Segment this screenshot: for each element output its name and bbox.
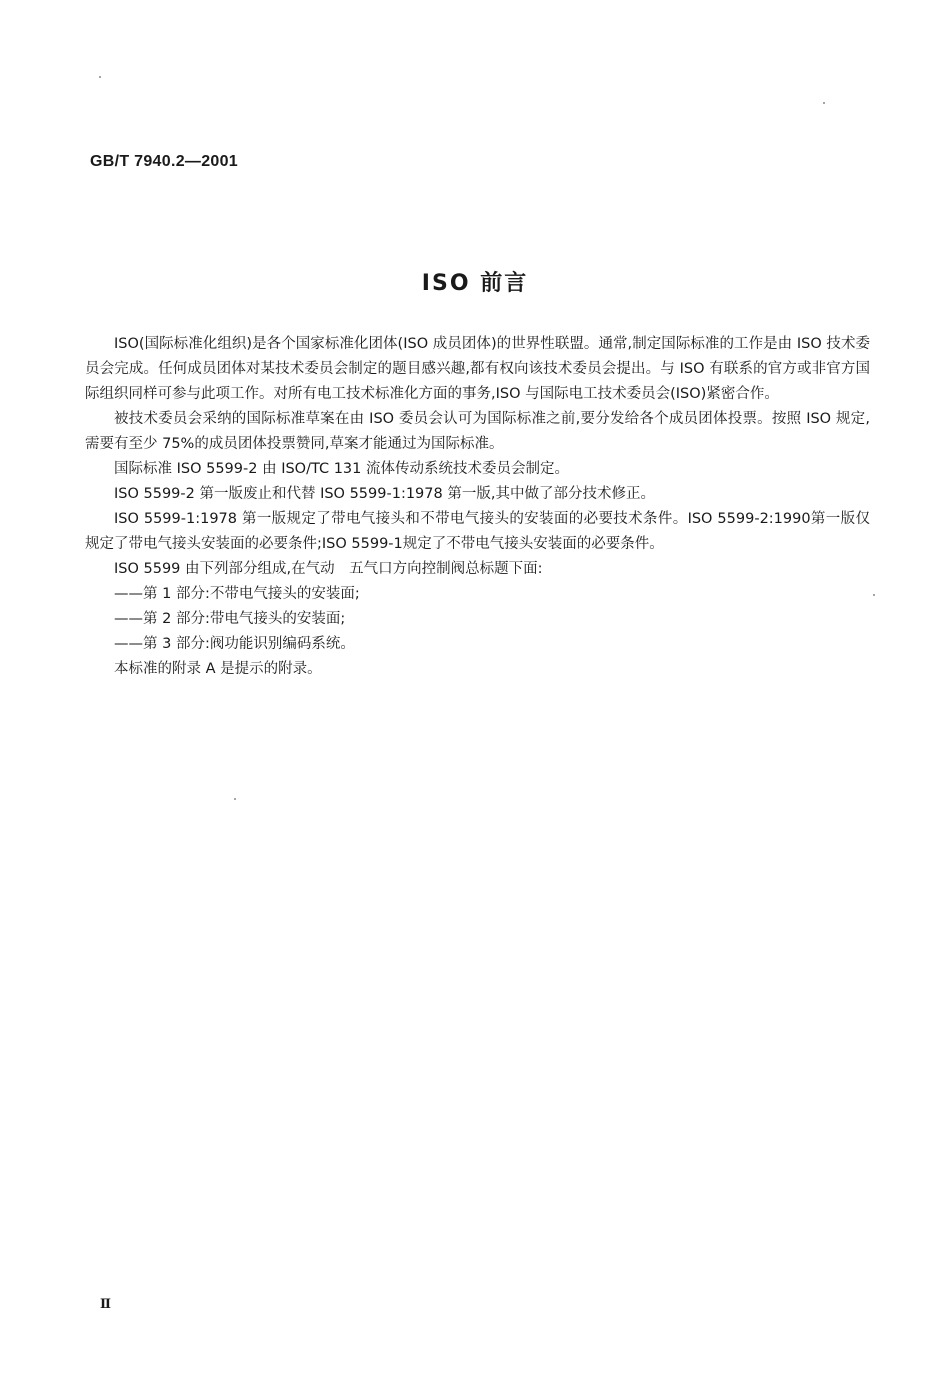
page-title: ISO 前言 [421, 271, 529, 296]
scan-speck [99, 76, 101, 78]
list-item: ——第 3 部分:阀功能识别编码系统。 [114, 636, 355, 652]
scan-speck [234, 798, 236, 800]
paragraph-committee: 国际标准 ISO 5599-2 由 ISO/TC 131 流体传动系统技术委员会制定。 [114, 461, 569, 477]
list-item: ——第 1 部分:不带电气接头的安装面; [114, 586, 360, 602]
paragraph-iso-intro: ISO(国际标准化组织)是各个国家标准化团体(ISO 成员团体)的世界性联盟。通常,制定国际标准的工作是由 ISO 技术委员会完成。任何成员团体对某技术委员会制定的题目感兴趣,都有权向该技术委员会提出。与 ISO 有联系的官方或非官方国际组织同样可参与此项工作。对所有电工技术标准化方面的事务,ISO 与国际电工技术委员会(ISO)紧密合作。 [85, 336, 870, 402]
paragraph-annex-note: 本标准的附录 A 是提示的附录。 [114, 661, 322, 677]
scan-speck [823, 102, 825, 104]
paragraph-requirements: ISO 5599-1:1978 第一版规定了带电气接头和不带电气接头的安装面的必要技术条件。ISO 5599-2:1990第一版仅规定了带电气接头安装面的必要条件;ISO 5599-1规定了不带电气接头安装面的必要条件。 [85, 511, 870, 552]
preface-body [85, 332, 870, 682]
standard-code: GB/T 7940.2—2001 [90, 153, 238, 170]
paragraph-edition: ISO 5599-2 第一版废止和代替 ISO 5599-1:1978 第一版,其中做了部分技术修正。 [114, 486, 655, 502]
page-number: Ⅱ [100, 1297, 111, 1312]
list-item: ——第 2 部分:带电气接头的安装面; [114, 611, 346, 627]
paragraph-parts-intro: ISO 5599 由下列部分组成,在气动 五气口方向控制阀总标题下面: [114, 561, 543, 577]
scan-speck [873, 594, 875, 596]
paragraph-voting: 被技术委员会采纳的国际标准草案在由 ISO 委员会认可为国际标准之前,要分发给各个成员团体投票。按照 ISO 规定,需要有至少 75%的成员团体投票赞同,草案才能通过为国际标准。 [85, 411, 870, 452]
